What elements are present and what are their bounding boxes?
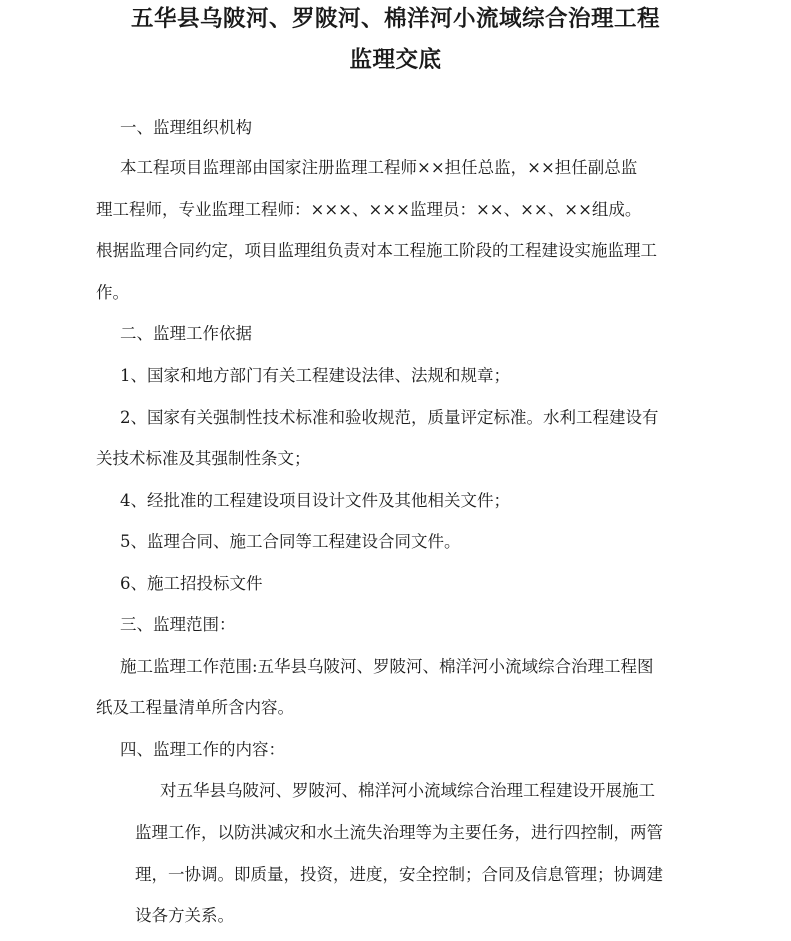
section-1-paragraph-line-3: 根据监理合同约定，项目监理组负责对本工程施工阶段的工程建设实施监理工: [96, 241, 657, 260]
document-title-line-2: 监理交底: [349, 47, 442, 73]
section-2-item-2-continued: 关技术标准及其强制性条文；: [96, 449, 311, 468]
section-4-paragraph-line-2: 监理工作，以防洪减灾和水土流失治理等为主要任务，进行四控制，两管: [135, 823, 663, 842]
section-2-item-6: 6、施工招投标文件: [120, 574, 263, 593]
section-2-heading: 二、监理工作依据: [120, 324, 252, 343]
section-4-heading: 四、监理工作的内容：: [120, 740, 285, 759]
section-1-heading: 一、监理组织机构: [120, 118, 252, 137]
section-2-item-5: 5、监理合同、施工合同等工程建设合同文件。: [120, 532, 461, 551]
section-4-paragraph-line-3: 理，一协调。即质量，投资，进度，安全控制；合同及信息管理；协调建: [135, 865, 663, 884]
section-4-paragraph-line-4: 设各方关系。: [135, 906, 234, 925]
section-3-paragraph-line-1: 施工监理工作范围:五华县乌陂河、罗陂河、棉洋河小流域综合治理工程图: [120, 657, 654, 676]
section-1-paragraph-line-2: 理工程师，专业监理工程师：×××、×××监理员：××、××、××组成。: [96, 200, 642, 219]
section-3-paragraph-line-2: 纸及工程量清单所含内容。: [96, 698, 294, 717]
section-3-heading: 三、监理范围：: [120, 615, 236, 634]
section-4-paragraph-line-1: 对五华县乌陂河、罗陂河、棉洋河小流域综合治理工程建设开展施工: [160, 781, 655, 800]
section-2-item-4: 4、经批准的工程建设项目设计文件及其他相关文件；: [120, 491, 510, 510]
section-1-paragraph-line-4: 作。: [96, 283, 129, 302]
section-2-item-2: 2、国家有关强制性技术标准和验收规范，质量评定标准。水利工程建设有: [120, 408, 659, 427]
section-1-paragraph-line-1: 本工程项目监理部由国家注册监理工程师××担任总监，××担任副总监: [120, 158, 638, 177]
document-title-line-1: 五华县乌陂河、罗陂河、棉洋河小流域综合治理工程: [130, 6, 660, 32]
section-2-item-1: 1、国家和地方部门有关工程建设法律、法规和规章；: [120, 366, 510, 385]
